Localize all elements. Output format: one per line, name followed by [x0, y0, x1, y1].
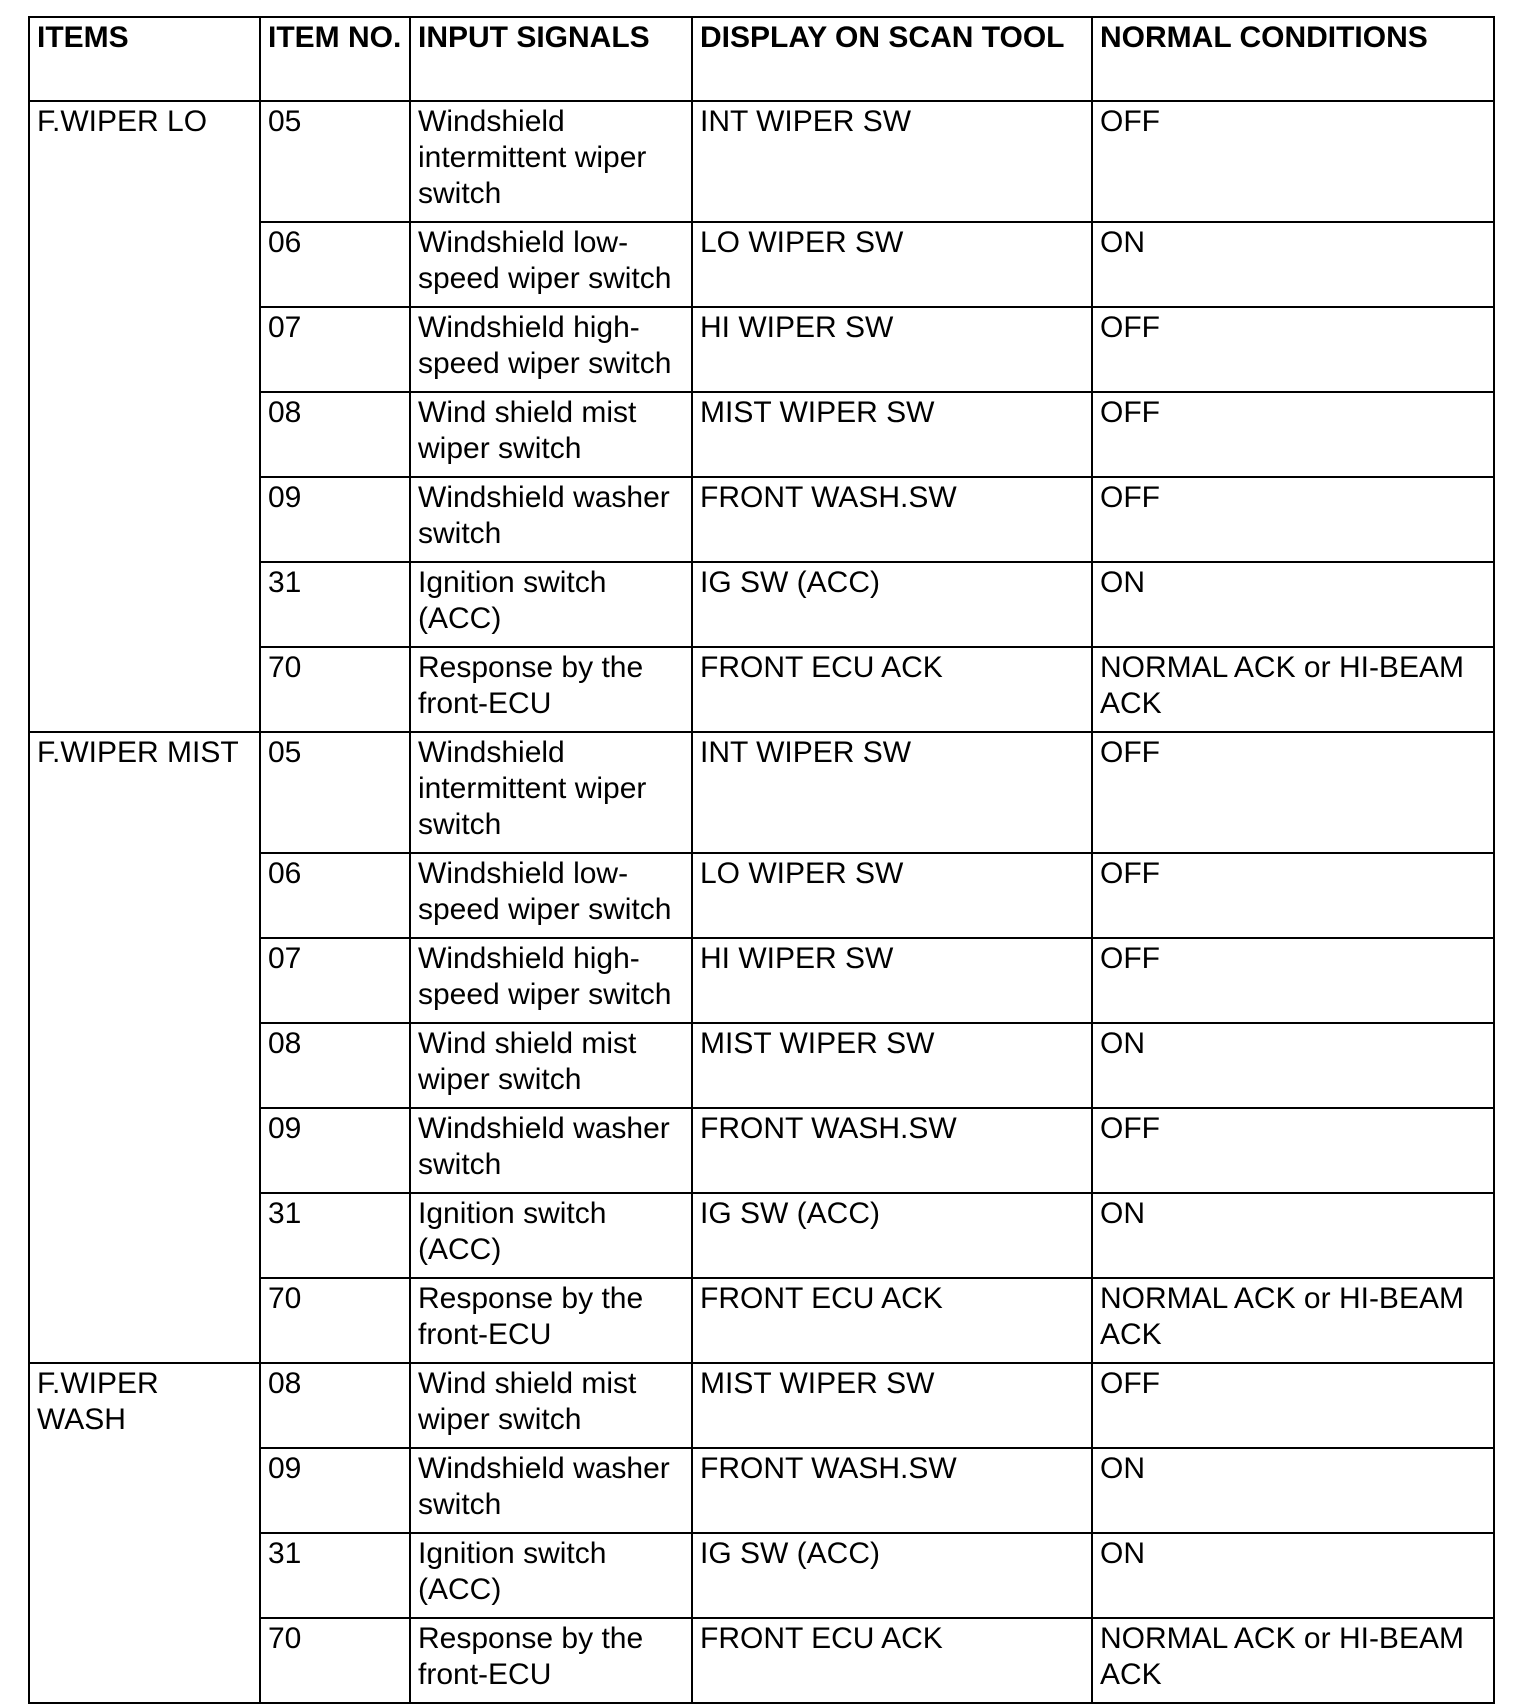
input-signal-cell: Windshield low-speed wiper switch — [410, 853, 692, 938]
normal-condition-cell: OFF — [1092, 307, 1494, 392]
item-no-cell: 08 — [260, 392, 410, 477]
item-no-cell: 06 — [260, 222, 410, 307]
table-body — [29, 101, 1494, 1703]
header-row — [29, 17, 1494, 101]
input-signal-cell: Ignition switch (ACC) — [410, 1533, 692, 1618]
scan-tool-display-cell: FRONT WASH.SW — [692, 1448, 1092, 1533]
input-signal-cell: Response by the front-ECU — [410, 1278, 692, 1363]
table-row — [29, 1363, 1494, 1448]
item-no-cell: 08 — [260, 1363, 410, 1448]
normal-condition-cell: OFF — [1092, 392, 1494, 477]
item-no-cell: 09 — [260, 1448, 410, 1533]
table-row — [29, 101, 1494, 222]
input-signal-cell: Windshield washer switch — [410, 1108, 692, 1193]
header-items: ITEMS — [29, 17, 260, 101]
scan-tool-display-cell: FRONT WASH.SW — [692, 1108, 1092, 1193]
item-no-cell: 07 — [260, 307, 410, 392]
input-signal-cell: Windshield intermittent wiper switch — [410, 101, 692, 222]
normal-condition-cell: OFF — [1092, 938, 1494, 1023]
header-display-on-scan-tool: DISPLAY ON SCAN TOOL — [692, 17, 1092, 101]
normal-condition-cell: NORMAL ACK or HI-BEAM ACK — [1092, 1278, 1494, 1363]
item-no-cell: 31 — [260, 562, 410, 647]
normal-condition-cell: ON — [1092, 1023, 1494, 1108]
scan-tool-display-cell: INT WIPER SW — [692, 732, 1092, 853]
input-signal-cell: Wind shield mist wiper switch — [410, 392, 692, 477]
normal-condition-cell: OFF — [1092, 1108, 1494, 1193]
scan-tool-display-cell: FRONT ECU ACK — [692, 647, 1092, 732]
header-item-no: ITEM NO. — [260, 17, 410, 101]
input-signal-cell: Windshield washer switch — [410, 477, 692, 562]
item-no-cell: 70 — [260, 1278, 410, 1363]
header-normal-conditions: NORMAL CONDITIONS — [1092, 17, 1494, 101]
input-signal-cell: Response by the front-ECU — [410, 1618, 692, 1703]
normal-condition-cell: ON — [1092, 562, 1494, 647]
signal-check-table — [28, 16, 1495, 1704]
normal-condition-cell: OFF — [1092, 477, 1494, 562]
item-group-name: F.WIPER MIST — [29, 732, 260, 1363]
header-input-signals: INPUT SIGNALS — [410, 17, 692, 101]
input-signal-cell: Ignition switch (ACC) — [410, 1193, 692, 1278]
item-group-name: F.WIPER LO — [29, 101, 260, 732]
normal-condition-cell: OFF — [1092, 101, 1494, 222]
normal-condition-cell: NORMAL ACK or HI-BEAM ACK — [1092, 647, 1494, 732]
item-no-cell: 05 — [260, 732, 410, 853]
input-signal-cell: Windshield low-speed wiper switch — [410, 222, 692, 307]
normal-condition-cell: OFF — [1092, 1363, 1494, 1448]
normal-condition-cell: OFF — [1092, 732, 1494, 853]
scan-tool-display-cell: FRONT ECU ACK — [692, 1618, 1092, 1703]
scan-tool-display-cell: IG SW (ACC) — [692, 1533, 1092, 1618]
normal-condition-cell: ON — [1092, 1193, 1494, 1278]
scan-tool-display-cell: HI WIPER SW — [692, 938, 1092, 1023]
input-signal-cell: Wind shield mist wiper switch — [410, 1363, 692, 1448]
item-no-cell: 09 — [260, 1108, 410, 1193]
input-signal-cell: Windshield high-speed wiper switch — [410, 938, 692, 1023]
item-no-cell: 06 — [260, 853, 410, 938]
scan-tool-display-cell: MIST WIPER SW — [692, 1363, 1092, 1448]
item-no-cell: 70 — [260, 1618, 410, 1703]
scan-tool-display-cell: FRONT ECU ACK — [692, 1278, 1092, 1363]
scan-tool-display-cell: LO WIPER SW — [692, 853, 1092, 938]
input-signal-cell: Ignition switch (ACC) — [410, 562, 692, 647]
input-signal-cell: Windshield intermittent wiper switch — [410, 732, 692, 853]
input-signal-cell: Wind shield mist wiper switch — [410, 1023, 692, 1108]
normal-condition-cell: ON — [1092, 1448, 1494, 1533]
scan-tool-display-cell: INT WIPER SW — [692, 101, 1092, 222]
item-group-name: F.WIPER WASH — [29, 1363, 260, 1703]
normal-condition-cell: ON — [1092, 1533, 1494, 1618]
table-row — [29, 732, 1494, 853]
normal-condition-cell: NORMAL ACK or HI-BEAM ACK — [1092, 1618, 1494, 1703]
scan-tool-display-cell: MIST WIPER SW — [692, 1023, 1092, 1108]
item-no-cell: 08 — [260, 1023, 410, 1108]
normal-condition-cell: ON — [1092, 222, 1494, 307]
item-no-cell: 07 — [260, 938, 410, 1023]
scan-tool-display-cell: MIST WIPER SW — [692, 392, 1092, 477]
item-no-cell: 31 — [260, 1193, 410, 1278]
normal-condition-cell: OFF — [1092, 853, 1494, 938]
item-no-cell: 70 — [260, 647, 410, 732]
item-no-cell: 09 — [260, 477, 410, 562]
scan-tool-display-cell: IG SW (ACC) — [692, 1193, 1092, 1278]
item-no-cell: 31 — [260, 1533, 410, 1618]
input-signal-cell: Windshield washer switch — [410, 1448, 692, 1533]
scan-tool-display-cell: IG SW (ACC) — [692, 562, 1092, 647]
item-no-cell: 05 — [260, 101, 410, 222]
scan-tool-display-cell: LO WIPER SW — [692, 222, 1092, 307]
scan-tool-display-cell: FRONT WASH.SW — [692, 477, 1092, 562]
input-signal-cell: Response by the front-ECU — [410, 647, 692, 732]
scan-tool-display-cell: HI WIPER SW — [692, 307, 1092, 392]
input-signal-cell: Windshield high-speed wiper switch — [410, 307, 692, 392]
